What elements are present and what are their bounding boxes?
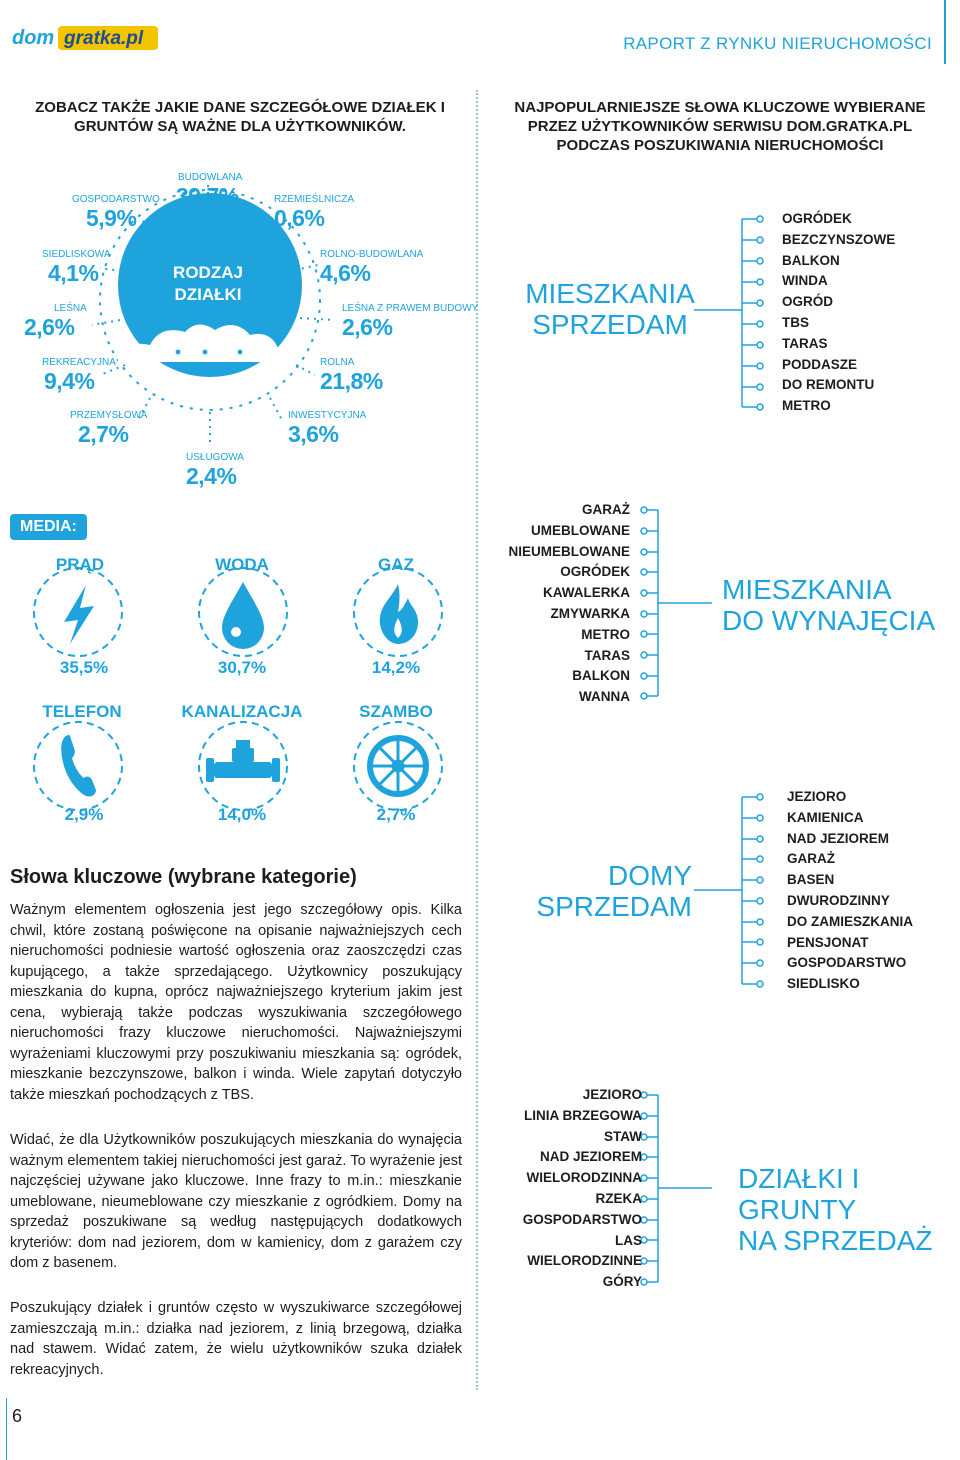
keyword-item: WANNA	[579, 689, 630, 705]
plot-type-value: 3,6%	[288, 421, 339, 447]
keyword-item: GOSPODARSTWO	[522, 1211, 642, 1227]
keyword-item: OGRÓDEK	[560, 564, 630, 580]
plot-type-value: 2,6%	[24, 314, 75, 340]
wheel-icon	[370, 738, 426, 794]
media-title-gaz: GAZ	[378, 555, 414, 574]
plot-type-label: PRZEMYSŁOWA	[70, 410, 148, 421]
diagram-center-label: RODZAJ DZIAŁKI	[173, 263, 243, 304]
plot-type-value: 4,6%	[320, 260, 371, 286]
keyword-category-mieszkania-sprzedam	[510, 278, 710, 340]
plot-type-item	[42, 249, 111, 287]
media-value-szambo: 2,7%	[376, 805, 416, 824]
plot-type-label: ROLNA	[320, 357, 355, 368]
plot-type-item	[274, 194, 354, 232]
plot-type-item	[70, 410, 147, 448]
plot-type-value: 21,8%	[320, 368, 383, 394]
category-line: SPRZEDAM	[536, 891, 692, 922]
media-title-telefon: TELEFON	[42, 702, 122, 721]
plot-type-item	[24, 303, 87, 341]
page-number: 6	[12, 1406, 23, 1426]
keyword-item: NAD JEZIOREM	[787, 830, 890, 846]
keyword-item: BASEN	[787, 872, 835, 888]
plot-type-label: GOSPODARSTWO	[72, 194, 160, 205]
plot-type-value: 39,7%	[176, 183, 239, 209]
footer-rule	[6, 1398, 7, 1460]
keyword-item: DO REMONTU	[782, 377, 875, 393]
keyword-item: JEZIORO	[582, 1087, 642, 1102]
plot-type-value: 0,6%	[274, 205, 325, 231]
keyword-item: BALKON	[572, 668, 630, 684]
media-title-kanalizacja: KANALIZACJA	[181, 702, 303, 721]
plot-type-label: SIEDLISKOWA	[42, 249, 111, 260]
keyword-item: WINDA	[782, 273, 828, 289]
keyword-list	[490, 500, 630, 708]
category-line: DOMY	[608, 860, 692, 891]
keyword-item: KAWALERKA	[543, 585, 630, 601]
keyword-item: GARAŻ	[787, 851, 835, 867]
keyword-list	[782, 209, 895, 417]
keyword-item: NIEUMEBLOWANE	[508, 543, 630, 559]
media-value-gaz: 14,2%	[371, 658, 421, 677]
keyword-item: UMEBLOWANE	[531, 522, 630, 538]
keyword-item: TBS	[782, 314, 809, 330]
paragraph: Poszukujący działek i gruntów często w wyszukiwarce szczegółowej zamieszczają m.in.: działka nad jeziorem, z linią brzegową, działka nad stawem. Widać zatem, że wielu użytkowników szuka działek rekreacyjnych.	[10, 1300, 462, 1378]
right-heading: NAJPOPULARNIEJSZE SŁOWA KLUCZOWE WYBIERANE PRZEZ UŻYTKOWNIKÓW SERWISU DOM.GRATKA.PL PODCZAS POSZUKIWANIA NIERUCHOMOŚCI	[514, 99, 926, 154]
media-value-prad: 35,5%	[59, 658, 109, 677]
keyword-item: METRO	[581, 626, 630, 642]
keyword-item: NAD JEZIOREM	[539, 1149, 642, 1165]
header-rule	[944, 0, 946, 64]
plot-type-item	[178, 172, 242, 210]
keyword-item: WIELORODZINNE	[527, 1253, 642, 1269]
pipe-icon	[206, 740, 280, 782]
keyword-item: LINIA BRZEGOWA	[524, 1107, 642, 1123]
plot-type-value: 5,9%	[86, 205, 137, 231]
media-value-woda: 30,7%	[217, 658, 267, 677]
keyword-item: PENSJONAT	[787, 934, 869, 950]
plot-type-label: INWESTYCYJNA	[288, 410, 367, 421]
plot-type-value: 2,4%	[186, 463, 237, 489]
plot-type-item	[42, 357, 116, 395]
plot-type-label: LEŚNA Z PRAWEM BUDOWY	[342, 303, 479, 314]
phone-icon	[61, 735, 96, 797]
plot-type-value: 9,4%	[44, 368, 95, 394]
report-title: RAPORT Z RYNKU NIERUCHOMOŚCI	[623, 34, 932, 53]
keyword-item: JEZIORO	[787, 789, 847, 804]
keyword-item: KAMIENICA	[787, 809, 864, 825]
logo-dom-text: dom	[12, 27, 55, 49]
section-title: Słowa kluczowe (wybrane kategorie)	[10, 866, 357, 888]
media-value-kanalizacja: 14,0%	[217, 805, 267, 824]
keyword-item: STAW	[604, 1128, 642, 1144]
media-value-telefon: 2,9%	[64, 805, 104, 824]
plot-type-item	[320, 249, 423, 287]
category-line: MIESZKANIA	[722, 574, 892, 605]
media-title-woda: WODA	[215, 555, 269, 574]
keyword-category-dzialki	[738, 1163, 960, 1256]
media-title-prad: PRĄD	[55, 555, 105, 574]
keyword-item: PODDASZE	[782, 356, 858, 372]
category-line: SPRZEDAM	[532, 309, 688, 340]
paragraph: Widać, że dla Użytkowników poszukujących mieszkania do wynajęcia ważnym elementem takiej nieruchomości jest garaż. To wyrażenie jest najczęściej używane jako kluczowe. Inne frazy to m.in.: mieszkanie umeblowane, nieumeblowane czy mieszkanie z ogródkiem. Domy na sprzedaż poszukiwane są według następujących dodatkowych kryteriów: dom nad jeziorem, dom w kamienicy, dom z garażem czy dom z basenem.	[10, 1132, 462, 1271]
keyword-item: BALKON	[782, 252, 840, 268]
plot-type-item	[342, 303, 478, 341]
category-line: MIESZKANIA	[525, 278, 695, 309]
category-line: NA SPRZEDAŻ	[738, 1225, 933, 1256]
plot-type-item	[288, 410, 366, 448]
keyword-item: GOSPODARSTWO	[787, 955, 907, 971]
keyword-item: ZMYWARKA	[550, 605, 630, 621]
keyword-list	[787, 787, 913, 995]
lightning-icon	[64, 585, 94, 644]
plot-type-value: 4,1%	[48, 260, 99, 286]
plot-type-item	[72, 194, 160, 232]
keyword-item: TARAS	[584, 647, 630, 663]
category-line: DZIAŁKI I GRUNTY	[738, 1163, 860, 1225]
keyword-item: GÓRY	[602, 1274, 642, 1290]
paragraph: Ważnym elementem ogłoszenia jest jego szczegółowy opis. Kilka chwil, które zostaną poświęcone na opisanie najważniejszych cech nieruchomości podniesie wartość ogłoszenia oraz zaoszczędzi czas kupującego, a także sprzedającego. Użytkownicy poszukujący mieszkania do kupna, oprócz najważniejszego kryterium jakim jest cena, wybierają także podczas wyszukiwania szczegółowego nieruchomości frazy kluczowe nieruchomości. Najważniejszymi wyrażeniami kluczowymi przy poszukiwaniu mieszkania są: ogródek, mieszkanie bezczynszowe, balkon i winda. Wiele zapytań dotyczyło także mieszkań pochodzących z TBS.	[10, 902, 462, 1103]
plot-type-value: 2,6%	[342, 314, 393, 340]
keyword-item: BEZCZYNSZOWE	[782, 231, 896, 247]
plot-type-item	[186, 452, 244, 490]
plot-type-label: RZEMIEŚLNICZA	[274, 194, 355, 205]
plot-type-label: REKREACYJNA	[42, 357, 116, 368]
keyword-item: RZEKA	[595, 1190, 642, 1206]
keyword-item: TARAS	[782, 335, 828, 351]
keyword-item: OGRÓD	[782, 294, 834, 310]
keyword-item: LAS	[615, 1232, 642, 1248]
plot-type-label: ROLNO-BUDOWLANA	[320, 249, 424, 260]
media-badge: MEDIA:	[10, 514, 87, 540]
plot-type-label: BUDOWLANA	[178, 172, 243, 183]
left-heading: ZOBACZ TAKŻE JAKIE DANE SZCZEGÓŁOWE DZIAŁEK I GRUNTÓW SĄ WAŻNE DLA UŻYTKOWNIKÓW.	[35, 99, 445, 135]
media-icons	[0, 540, 480, 840]
media-title-szambo: SZAMBO	[359, 702, 433, 721]
keyword-item: GARAŻ	[582, 502, 630, 517]
plot-type-value: 2,7%	[78, 421, 129, 447]
plot-type-item	[320, 357, 383, 395]
keyword-item: OGRÓDEK	[782, 211, 852, 226]
keyword-item: DO ZAMIESZKANIA	[787, 913, 913, 929]
plot-type-label: USŁUGOWA	[186, 452, 244, 463]
logo-gratka-text: gratka.pl	[64, 28, 144, 49]
keyword-item: SIEDLISKO	[787, 976, 860, 992]
water-drop-icon	[222, 582, 264, 649]
plot-type-label: LEŚNA	[54, 303, 87, 314]
keyword-list	[490, 1085, 642, 1293]
keyword-item: DWURODZINNY	[787, 892, 890, 908]
category-line: DO WYNAJĘCIA	[722, 605, 936, 636]
keyword-item: METRO	[782, 398, 831, 414]
keyword-item: WIELORODZINNA	[526, 1170, 642, 1186]
keyword-category-mieszkania-wynajem	[722, 574, 942, 636]
keyword-category-domy-sprzedam	[520, 860, 692, 922]
